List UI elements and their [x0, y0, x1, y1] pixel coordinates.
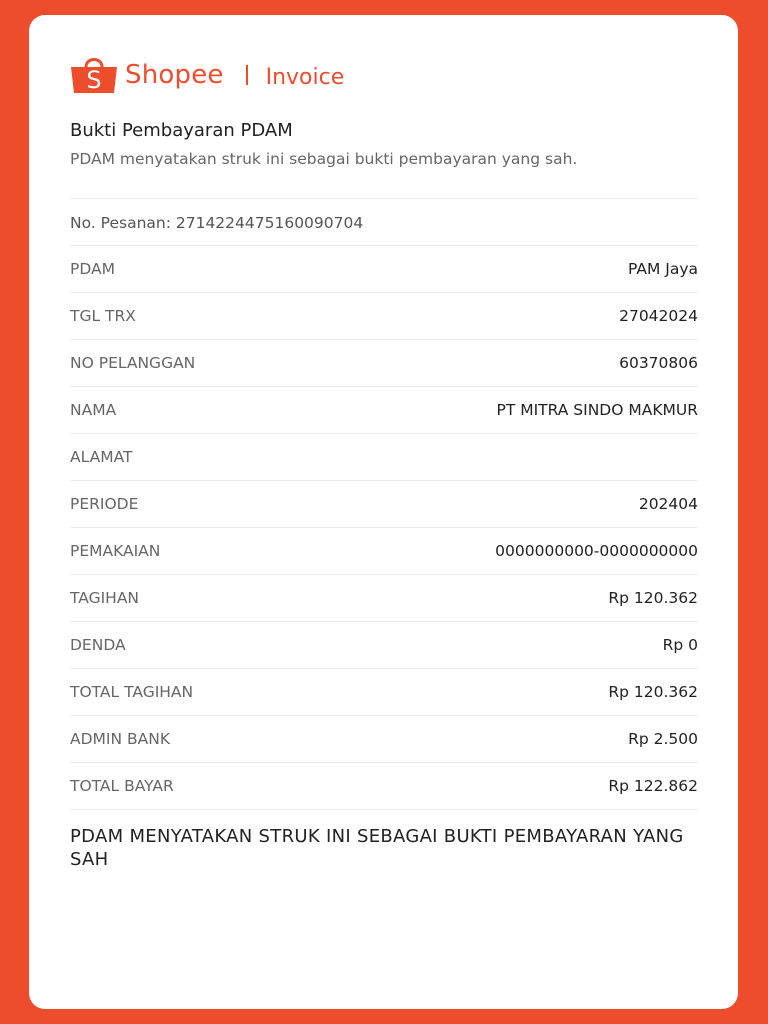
header-divider	[246, 65, 248, 85]
row-label: ADMIN BANK	[70, 730, 171, 748]
detail-row-tagihan	[70, 574, 698, 621]
row-label: PEMAKAIAN	[70, 542, 161, 560]
detail-row-pemakaian	[70, 527, 698, 574]
row-value: Rp 0	[662, 636, 698, 654]
order-number: No. Pesanan: 2714224475160090704	[70, 198, 698, 246]
invoice-label: Invoice	[265, 64, 345, 90]
detail-row-periode	[70, 480, 698, 527]
detail-row-pdam	[70, 245, 698, 292]
row-label: NAMA	[70, 401, 117, 419]
row-value: PT MITRA SINDO MAKMUR	[496, 401, 698, 419]
row-value: PAM Jaya	[628, 260, 698, 278]
detail-row-alamat	[70, 433, 698, 480]
receipt-description: PDAM menyatakan struk ini sebagai bukti pembayaran yang sah.	[70, 150, 578, 168]
row-label: TOTAL TAGIHAN	[70, 683, 194, 701]
row-label: ALAMAT	[70, 448, 133, 466]
payment-statement: PDAM MENYATAKAN STRUK INI SEBAGAI BUKTI PEMBAYARAN YANG SAH	[70, 826, 684, 870]
row-value: 0000000000-0000000000	[495, 542, 698, 560]
row-label: TAGIHAN	[70, 589, 140, 607]
shopping-bag-icon	[69, 55, 119, 95]
row-label: NO PELANGGAN	[70, 354, 196, 372]
invoice-header	[69, 55, 344, 95]
detail-row-tgl-trx	[70, 292, 698, 339]
row-value: Rp 2.500	[628, 730, 698, 748]
row-label: PDAM	[70, 260, 115, 278]
detail-row-no-pelanggan	[70, 339, 698, 386]
row-value: 202404	[638, 495, 698, 513]
detail-row-admin-bank	[70, 715, 698, 762]
detail-list	[70, 245, 698, 810]
row-label: PERIODE	[70, 495, 139, 513]
logo-letter: S	[86, 66, 102, 94]
invoice-card	[29, 15, 738, 1009]
row-label: DENDA	[70, 636, 126, 654]
detail-row-denda	[70, 621, 698, 668]
brand-name: Shopee	[125, 60, 224, 90]
row-value: Rp 120.362	[608, 683, 698, 701]
row-value: Rp 122.862	[608, 777, 698, 795]
receipt-title: Bukti Pembayaran PDAM	[70, 120, 293, 141]
detail-row-total-tagihan	[70, 668, 698, 715]
row-value: Rp 120.362	[608, 589, 698, 607]
detail-row-total-bayar	[70, 762, 698, 810]
row-value: 27042024	[619, 307, 698, 325]
detail-row-nama	[70, 386, 698, 433]
row-value: 60370806	[619, 354, 698, 372]
row-label: TGL TRX	[70, 307, 136, 325]
row-label: TOTAL BAYAR	[70, 777, 174, 795]
